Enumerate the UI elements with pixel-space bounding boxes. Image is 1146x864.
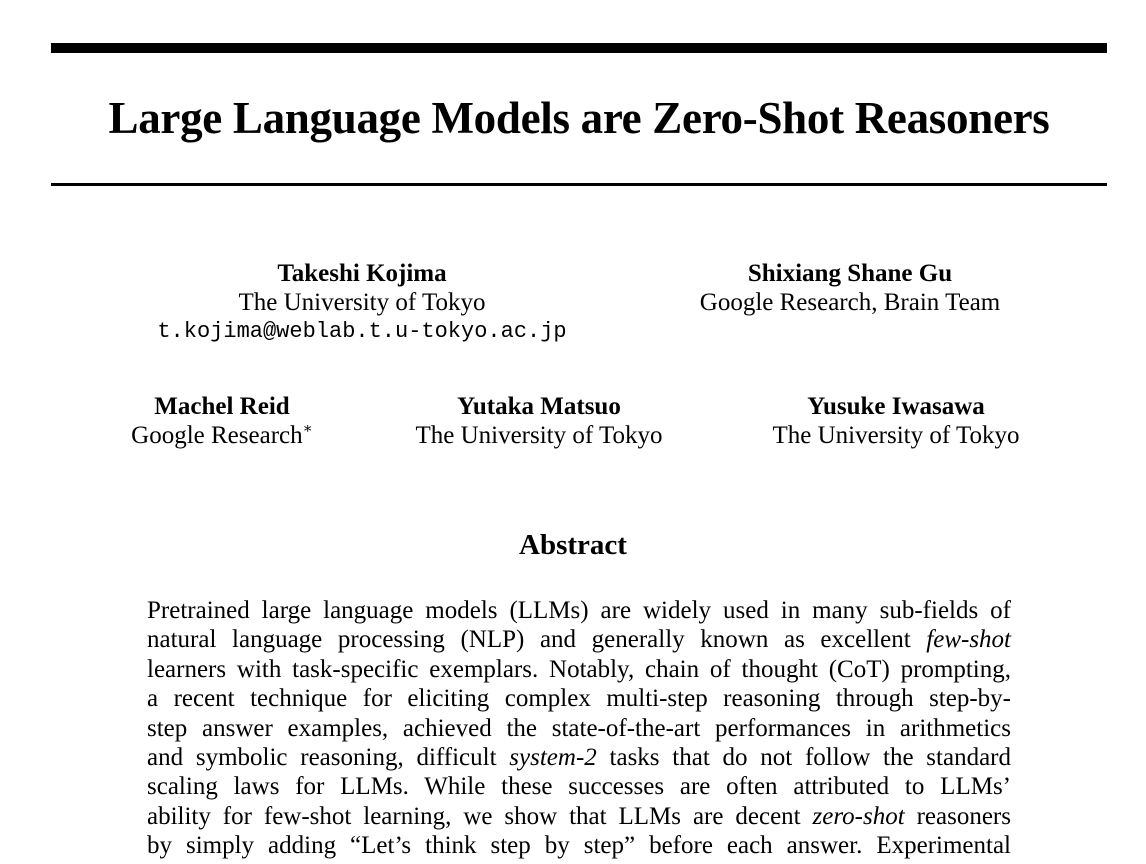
author-block-kojima xyxy=(136,259,588,346)
abstract-line xyxy=(147,714,1011,743)
abstract-line xyxy=(147,625,1011,654)
abstract-line xyxy=(147,596,1011,625)
paper-title: Large Language Models are Zero-Shot Reasoners xyxy=(108,93,1050,143)
author-affiliation xyxy=(100,421,344,450)
abstract-text: by simply adding “Let’s think step by step” before each answer. Experimental xyxy=(147,832,1011,860)
footnote-mark: ∗ xyxy=(302,421,313,437)
abstract-line xyxy=(147,684,1011,713)
author-affiliation: Google Research, Brain Team xyxy=(699,289,1001,316)
author-name: Shixiang Shane Gu xyxy=(747,260,953,287)
abstract-emphasis: few-shot xyxy=(926,626,1011,654)
abstract-text: tasks that do not follow the standard xyxy=(596,743,1011,771)
abstract-text: a recent technique for eliciting complex multi-step reasoning through step-by- xyxy=(147,685,1011,713)
title-top-rule xyxy=(51,43,1107,53)
abstract-line xyxy=(147,831,1011,860)
abstract-text: natural language processing (NLP) and generally known as excellent xyxy=(147,626,927,654)
abstract-body xyxy=(147,596,1011,861)
abstract-text: learners with task-specific exemplars. Notably, chain of thought (CoT) prompting, xyxy=(147,655,1011,683)
author-affiliation: The University of Tokyo xyxy=(415,422,663,449)
abstract-text: step answer examples, achieved the state-of-the-art performances in arithmetics xyxy=(147,714,1011,742)
abstract-line xyxy=(147,743,1011,772)
author-email[interactable]: t.kojima@weblab.t.u-tokyo.ac.jp xyxy=(157,319,567,344)
author-name: Takeshi Kojima xyxy=(277,260,447,287)
author-name: Machel Reid xyxy=(154,393,290,420)
abstract-line xyxy=(147,772,1011,801)
author-name: Yutaka Matsuo xyxy=(457,393,621,420)
abstract-text: Pretrained large language models (LLMs) are widely used in many sub-fields of xyxy=(147,597,1011,624)
abstract-text: and symbolic reasoning, difficult xyxy=(147,743,510,771)
author-block-iwasawa xyxy=(750,392,1042,450)
author-block-reid xyxy=(100,392,344,450)
author-block-gu xyxy=(660,259,1040,317)
author-affiliation-text: Google Research xyxy=(131,422,303,449)
author-affiliation: The University of Tokyo xyxy=(238,289,486,316)
abstract-line xyxy=(147,802,1011,831)
abstract-text: reasoners xyxy=(904,802,1011,830)
abstract-emphasis: system-2 xyxy=(509,743,597,771)
author-affiliation: The University of Tokyo xyxy=(772,422,1020,449)
author-block-matsuo xyxy=(394,392,684,450)
abstract-emphasis: zero-shot xyxy=(812,802,905,830)
title-bottom-rule xyxy=(51,183,1107,186)
author-name: Yusuke Iwasawa xyxy=(807,393,985,420)
abstract-text: ability for few-shot learning, we show that LLMs are decent xyxy=(147,802,813,830)
abstract-heading: Abstract xyxy=(519,529,627,561)
abstract-line xyxy=(147,655,1011,684)
abstract-text: scaling laws for LLMs. While these successes are often attributed to LLMs’ xyxy=(147,773,1011,801)
